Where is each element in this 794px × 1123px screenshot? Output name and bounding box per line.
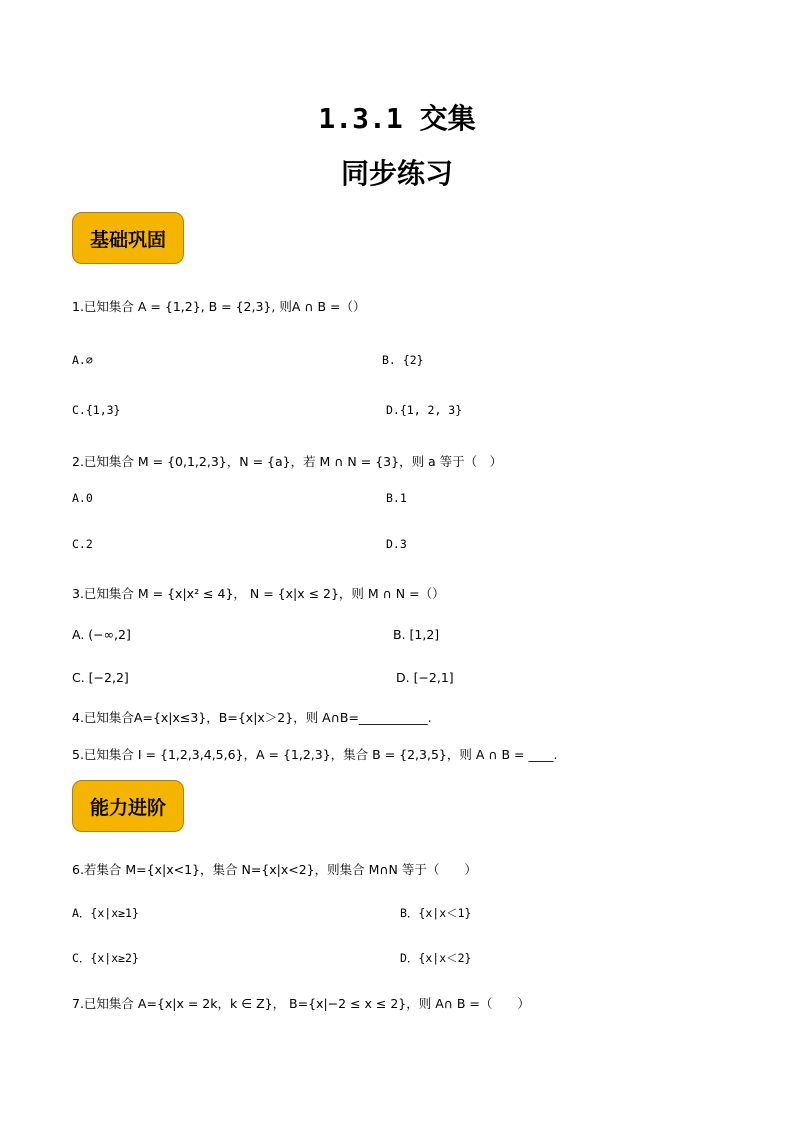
question-3-option-d: D. [−2,1] [396,670,454,685]
question-7-stem: 7.已知集合 A={x|x = 2k，k ∈ Z}， B={x|−2 ≤ x ≤ 2}，则 A∩ B =（ ） [72,996,530,1011]
question-6-option-c: C．{x|x≥2} [72,951,139,965]
question-6-option-d: D．{x|x＜2} [400,951,472,965]
question-1-option-c: C.{1,3} [72,403,121,417]
section-badge-advanced: 能力进阶 [72,780,184,832]
question-3-stem: 3.已知集合 M = {x|x² ≤ 4}， N = {x|x ≤ 2}，则 M ∩ N =（） [72,586,445,601]
page-title: 1.3.1 交集 [318,102,476,135]
question-1-option-b: B. {2} [382,353,424,367]
question-4-stem: 4.已知集合A={x|x≤3}，B={x|x＞2}，则 A∩B=___________. [72,710,432,725]
question-2-option-b: B.1 [386,491,407,505]
question-1-option-a: A.∅ [72,353,93,367]
question-1-stem: 1.已知集合 A = {1,2}, B = {2,3}, 则A ∩ B =（） [72,299,366,314]
question-6-option-a: A．{x|x≥1} [72,906,139,920]
question-2-option-d: D.3 [386,537,407,551]
section-badge-basic: 基础巩固 [72,212,184,264]
question-3-option-c: C. [−2,2] [72,670,129,685]
question-6-stem: 6.若集合 M={x|x<1}，集合 N={x|x<2}，则集合 M∩N 等于（ ） [72,862,477,877]
question-3-option-b: B. [1,2] [393,627,440,642]
question-6-option-b: B．{x|x＜1} [400,906,472,920]
question-2-option-c: C.2 [72,537,93,551]
question-3-option-a: A. (−∞,2] [72,627,131,642]
question-5-stem: 5.已知集合 I = {1,2,3,4,5,6}，A = {1,2,3}，集合 B = {2,3,5}，则 A ∩ B = ____. [72,747,558,762]
question-2-stem: 2.已知集合 M = {0,1,2,3}，N = {a}，若 M ∩ N = {3}，则 a 等于（ ） [72,454,503,469]
page-subtitle: 同步练习 [340,157,453,190]
question-2-option-a: A.0 [72,491,93,505]
question-1-option-d: D.{1, 2, 3} [386,403,463,417]
